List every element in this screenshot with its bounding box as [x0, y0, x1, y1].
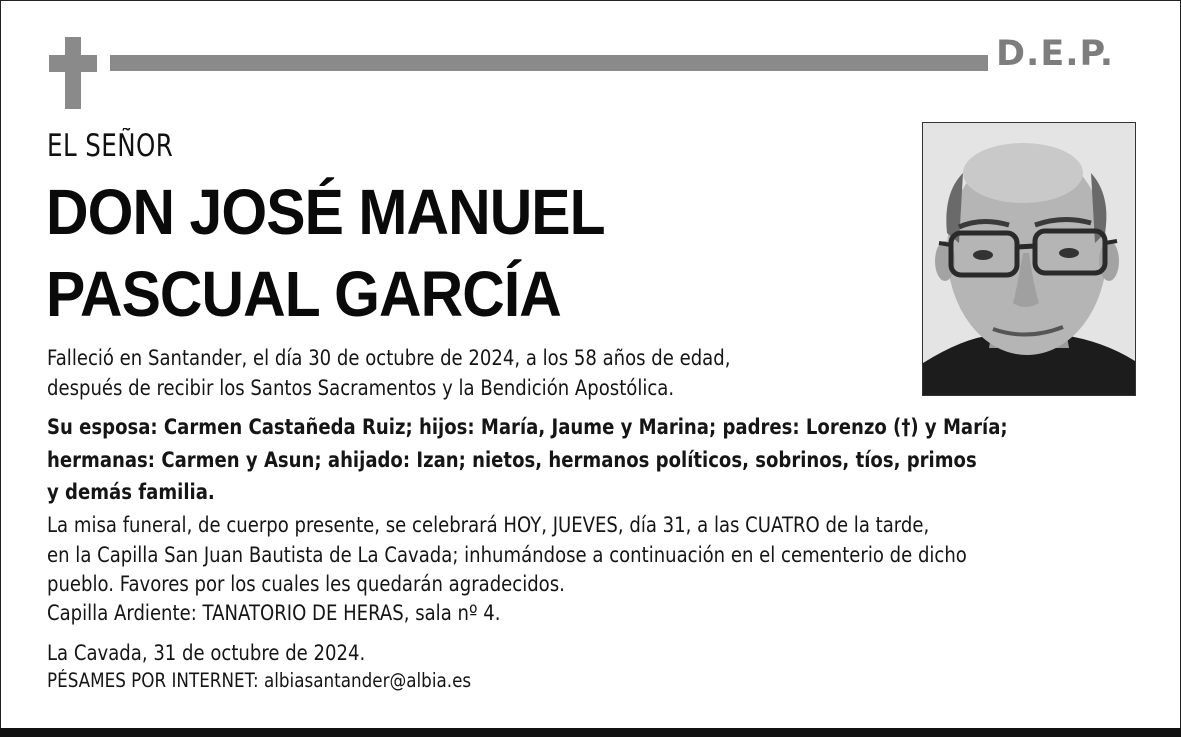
funeral-line2: en la Capilla San Juan Bautista de La Cavada; inhumándose a continuación en el cementerio de dicho — [47, 543, 967, 567]
deceased-name-line2: PASCUAL GARCÍA — [46, 258, 561, 330]
family-line2: hermanas: Carmen y Asun; ahijado: Izan; nietos, hermanos políticos, sobrinos, tíos, primos — [47, 448, 977, 472]
cross-icon — [65, 37, 81, 109]
family-line3: y demás familia. — [47, 480, 215, 504]
funeral-line1: La misa funeral, de cuerpo presente, se celebrará HOY, JUEVES, día 31, a las CUATRO de la tarde, — [47, 513, 930, 537]
funeral-line3: pueblo. Favores por los cuales les quedarán agradecidos. — [47, 572, 565, 596]
family-line1: Su esposa: Carmen Castañeda Ruiz; hijos: María, Jaume y Marina; padres: Lorenzo (†) y María; — [47, 415, 1008, 439]
chapel-line: Capilla Ardiente: TANATORIO DE HERAS, sala nº 4. — [47, 601, 501, 625]
place-date: La Cavada, 31 de octubre de 2024. — [47, 641, 366, 665]
cross-icon-bar — [49, 55, 97, 72]
honorific: EL SEÑOR — [47, 128, 174, 164]
deceased-photo — [922, 122, 1136, 396]
death-notice-line2: después de recibir los Santos Sacramentos y la Bendición Apostólica. — [47, 376, 675, 400]
death-notice-line1: Falleció en Santander, el día 30 de octubre de 2024, a los 58 años de edad, — [47, 346, 731, 370]
condolences-email[interactable]: PÉSAMES POR INTERNET: albiasantander@albia.es — [47, 669, 472, 692]
header-rule — [110, 55, 988, 71]
deceased-name-line1: DON JOSÉ MANUEL — [46, 176, 605, 248]
bottom-rule — [0, 728, 1181, 737]
dep-label: D.E.P. — [996, 34, 1115, 74]
